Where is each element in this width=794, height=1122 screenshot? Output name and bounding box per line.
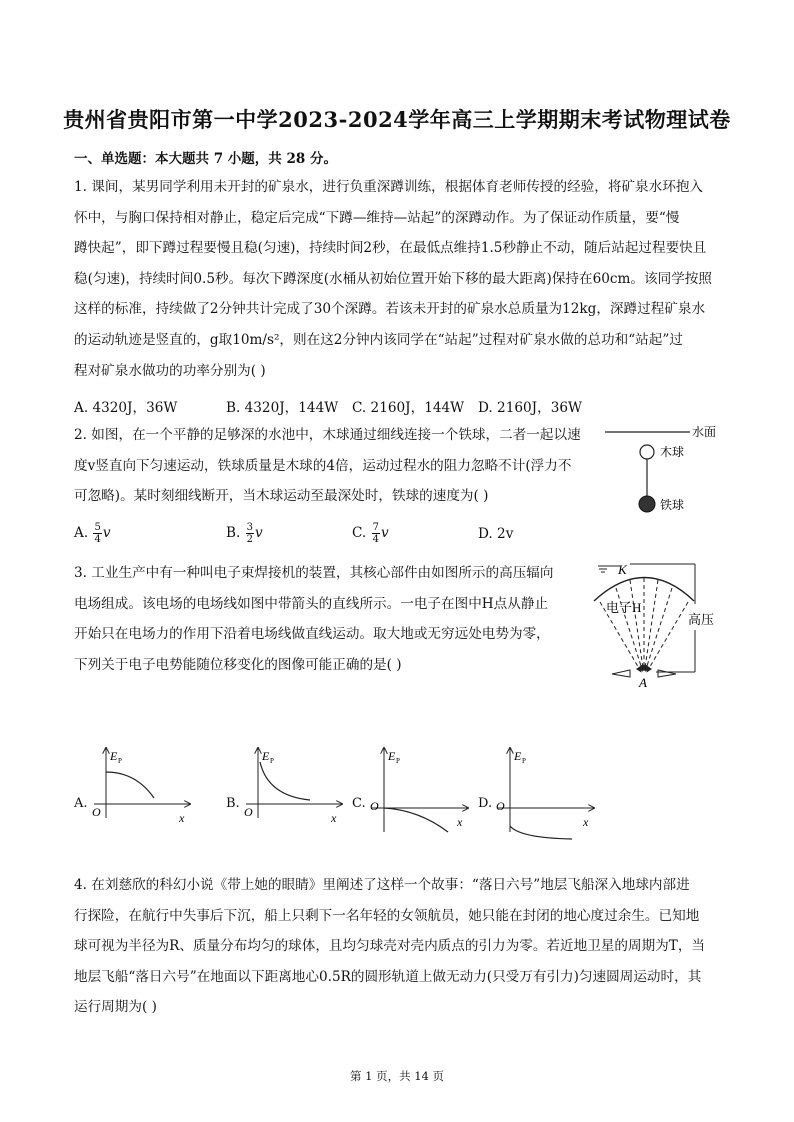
anode-left-plate xyxy=(612,670,630,677)
q1-line: 程对矿泉水做功的功率分别为( ) xyxy=(74,362,266,379)
q4-line: 4. 在刘慈欣的科幻小说《带上她的眼睛》里阐述了这样一个故事：“落日六号”地层飞船深入地球内部进 xyxy=(74,877,690,893)
q3-graph-d-option[interactable]: D. xyxy=(478,796,493,811)
q1-line: 怀中，与胸口保持相对静止，稳定后完成“下蹲—维持—站起”的深蹲动作。为了保证动作质量，要“慢 xyxy=(74,209,680,226)
q3-line: 电场组成。该电场的电场线如图中带箭头的直线所示。一电子在图中H点从静止 xyxy=(74,595,549,612)
q3-graph-b[interactable] xyxy=(238,742,348,832)
iron-ball xyxy=(639,496,655,512)
q2-option-c-variable: v xyxy=(380,525,389,541)
q3-line: 下列关于电子电势能随位移变化的图像可能正确的是( ) xyxy=(74,656,402,673)
anode-right-plate xyxy=(658,670,676,677)
q2-option-b-prefix: B. xyxy=(226,525,245,541)
q2-option-c-fraction xyxy=(372,522,380,545)
q3-line: 开始只在电场力的作用下沿着电场线做直线运动。取大地或无穷远处电势为零， xyxy=(74,626,550,643)
fraction-numerator: 3 xyxy=(246,522,254,533)
q2-figure xyxy=(600,420,730,520)
q2-option-a-variable: v xyxy=(102,525,111,541)
high-voltage-label: 高压 xyxy=(688,612,715,627)
q1-option-c[interactable]: C. 2160J，144W xyxy=(352,400,465,416)
q2-option-b-variable: v xyxy=(255,525,263,541)
fraction-denominator: 4 xyxy=(94,534,101,545)
water-surface-label: 水面 xyxy=(692,425,717,439)
q3-graph-c-option[interactable]: C. xyxy=(352,796,366,811)
anode-a-label: A xyxy=(639,675,647,690)
origin-label: O xyxy=(92,805,101,819)
electron-h-label: 电子H xyxy=(606,600,642,615)
origin-label: O xyxy=(370,799,379,813)
q2-option-d[interactable]: D. 2v xyxy=(478,526,514,542)
q1-option-d[interactable]: D. 2160J，36W xyxy=(478,400,582,416)
q1-line: 1. 课间，某男同学利用未开封的矿泉水，进行负重深蹲训练，根据体育老师传授的经验，将矿泉水环抱入 xyxy=(74,179,704,195)
y-axis-sub: P xyxy=(270,757,274,765)
wood-ball-label: 木球 xyxy=(660,445,685,459)
q2-option-b[interactable] xyxy=(226,522,263,545)
q3-graph-a-option[interactable]: A. xyxy=(74,796,88,811)
q4-line: 行探险，在航行中失事后下沉，船上只剩下一名年轻的女领航员，她只能在封闭的地心度过余生。已知地 xyxy=(74,907,700,924)
origin-label: O xyxy=(496,799,505,813)
q2-line: 可忽略)。某时刻细线断开，当木球运动至最深处时，铁球的速度为( ) xyxy=(74,488,489,505)
fraction-numerator: 5 xyxy=(94,522,101,533)
q3-graph-a[interactable] xyxy=(86,742,196,832)
y-axis-sub: P xyxy=(396,757,400,765)
q4-line: 运行周期为( ) xyxy=(74,999,157,1016)
exam-title: 贵州省贵阳市第一中学2023-2024学年高三上学期期末考试物理试卷 xyxy=(63,107,731,132)
y-axis-label: E xyxy=(110,749,118,763)
q1-line: 稳(匀速)，持续时间0.5秒。每次下蹲深度(水桶从初始位置开始下移的最大距离)保持在60cm。该同学按照 xyxy=(74,270,712,287)
q4-line: 地层飞船“落日六号”在地面以下距离地心0.5R的圆形轨道上做无动力(只受万有引力)匀速圆周运动时，其 xyxy=(74,968,702,985)
q1-line: 这样的标准，持续做了2分钟共计完成了30个深蹲。若该未开封的矿泉水总质量为12kg，深蹲过程矿泉水 xyxy=(74,301,706,318)
cathode-k-label: K xyxy=(618,562,627,577)
q1-option-b[interactable]: B. 4320J，144W xyxy=(226,400,339,416)
x-axis-label: x xyxy=(457,815,463,829)
q4-line: 球可视为半径为R、质量分布均匀的球体，且均匀球壳对壳内质点的引力为零。若近地卫星的周期为T，当 xyxy=(74,938,706,955)
y-axis-label: E xyxy=(388,749,396,763)
x-axis-label: x xyxy=(583,815,589,829)
iron-ball-label: 铁球 xyxy=(660,498,685,512)
q2-option-b-fraction xyxy=(246,522,254,545)
fraction-numerator: 7 xyxy=(372,522,379,533)
wood-ball xyxy=(640,445,654,459)
section-heading: 一、单选题：本大题共 7 小题，共 28 分。 xyxy=(74,151,337,167)
energy-curve xyxy=(260,762,310,800)
fraction-denominator: 4 xyxy=(372,534,379,545)
energy-curve xyxy=(510,826,572,839)
q3-graph-c[interactable] xyxy=(364,742,474,842)
q3-graph-b-option[interactable]: B. xyxy=(226,796,240,811)
q3-graph-d[interactable] xyxy=(490,742,600,842)
question-3-text xyxy=(74,558,553,680)
q1-line: 蹲快起”，即下蹲过程要慢且稳(匀速)，持续时间2秒，在最低点维持1.5秒静止不动，随后站起过程要快且 xyxy=(74,240,707,257)
q2-option-a-fraction xyxy=(93,522,101,545)
q2-option-a-prefix: A. xyxy=(74,525,93,541)
energy-curve xyxy=(384,808,448,832)
y-axis-sub: P xyxy=(522,757,526,765)
q2-option-c-prefix: C. xyxy=(352,525,371,541)
field-lines xyxy=(600,578,688,670)
question-4-text xyxy=(74,870,705,1023)
q3-line: 3. 工业生产中有一种叫电子束焊接机的装置，其核心部件由如图所示的高压辐向 xyxy=(74,565,554,581)
q2-line: 度v竖直向下匀速运动，铁球质量是木球的4倍，运动过程水的阻力忽略不计(浮力不 xyxy=(74,457,572,474)
q2-option-c[interactable] xyxy=(352,522,389,545)
origin-label: O xyxy=(244,805,253,819)
q3-apparatus-figure xyxy=(590,556,730,690)
q2-line: 2. 如图，在一个平静的足够深的水池中，木球通过细线连接一个铁球，二者一起以速 xyxy=(74,427,581,443)
y-axis-label: E xyxy=(514,749,522,763)
energy-curve xyxy=(106,772,154,798)
page-footer: 第 1 页，共 14 页 xyxy=(349,1069,445,1083)
q1-line: 的运动轨迹是竖直的，g取10m/s²，则在这2分钟内该同学在“站起”过程对矿泉水做的总功和“站起”过 xyxy=(74,331,683,348)
question-2-text xyxy=(74,420,581,512)
y-axis-label: E xyxy=(262,749,270,763)
fraction-denominator: 2 xyxy=(246,534,254,545)
x-axis-label: x xyxy=(331,811,337,825)
x-axis-label: x xyxy=(179,811,185,825)
question-1-text xyxy=(74,172,712,386)
y-axis-sub: P xyxy=(118,757,122,765)
q2-option-a[interactable] xyxy=(74,522,111,545)
q1-option-a[interactable]: A. 4320J，36W xyxy=(74,400,178,416)
